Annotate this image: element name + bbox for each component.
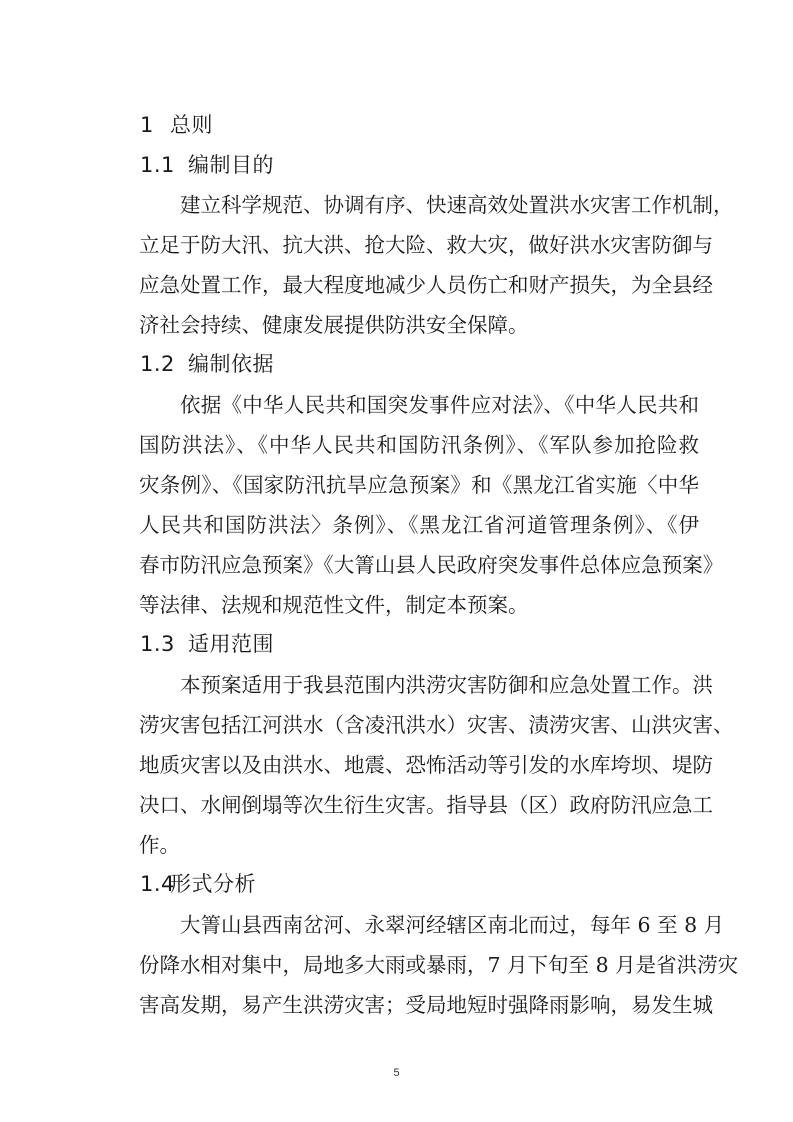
section-number: 1.2: [140, 352, 175, 376]
section-heading-1: [140, 109, 213, 139]
paragraph-line: 地质灾害以及由洪水、地震、恐怖活动等引发的水库垮坝、堤防: [139, 753, 713, 777]
section-number: 1.4: [140, 872, 175, 896]
section-title: 形式分析: [170, 872, 256, 896]
section-heading-1-2: [140, 348, 274, 378]
paragraph-line: 害高发期，易产生洪涝灾害；受局地短时强降雨影响，易发生城: [139, 993, 713, 1017]
section-heading-1-3: [140, 628, 274, 658]
paragraph-line: 本预案适用于我县范围内洪涝灾害防御和应急处置工作。洪: [180, 673, 713, 697]
paragraph-line: 春市防汛应急预案》《大箐山县人民政府突发事件总体应急预案》: [139, 553, 724, 577]
paragraph-line: 份降水相对集中，局地多大雨或暴雨，7 月下旬至 8 月是省洪涝灾: [139, 953, 739, 977]
paragraph-line: 灾条例》、《国家防汛抗旱应急预案》和《黑龙江省实施〈中华: [139, 473, 699, 497]
paragraph-line: 立足于防大汛、抗大洪、抢大险、救大灾，做好洪水灾害防御与: [139, 233, 713, 257]
section-heading-1-4: [140, 868, 256, 898]
paragraph-line: 决口、水闸倒塌等次生衍生灾害。指导县（区）政府防汛应急工: [139, 793, 713, 817]
paragraph-line: 国防洪法》、《中华人民共和国防汛条例》、《军队参加抢险救: [139, 433, 699, 457]
section-number: 1: [140, 113, 154, 137]
paragraph-line: 作。: [139, 833, 180, 857]
page-number: 5: [393, 1067, 400, 1079]
paragraph-line: 等法律、法规和规范性文件，制定本预案。: [139, 593, 529, 617]
section-title: 编制依据: [188, 352, 274, 376]
section-number: 1.1: [140, 153, 175, 177]
paragraph-line: 人民共和国防洪法〉条例》、《黑龙江省河道管理条例》、《伊: [139, 513, 699, 537]
paragraph-line: 依据《中华人民共和国突发事件应对法》、《中华人民共和: [180, 393, 699, 417]
section-title: 适用范围: [188, 632, 274, 656]
paragraph-line: 建立科学规范、协调有序、快速高效处置洪水灾害工作机制，: [180, 193, 734, 217]
paragraph-line: 济社会持续、健康发展提供防洪安全保障。: [139, 313, 529, 337]
paragraph-line: 大箐山县西南岔河、永翠河经辖区南北而过，每年 6 至 8 月: [180, 913, 725, 937]
section-title: 编制目的: [188, 153, 274, 177]
paragraph-line: 涝灾害包括江河洪水（含凌汛洪水）灾害、渍涝灾害、山洪灾害、: [139, 713, 734, 737]
paragraph-line: 应急处置工作，最大程度地减少人员伤亡和财产损失，为全县经: [139, 273, 713, 297]
section-number: 1.3: [140, 632, 175, 656]
section-title: 总则: [170, 113, 213, 137]
section-heading-1-1: [140, 149, 274, 179]
